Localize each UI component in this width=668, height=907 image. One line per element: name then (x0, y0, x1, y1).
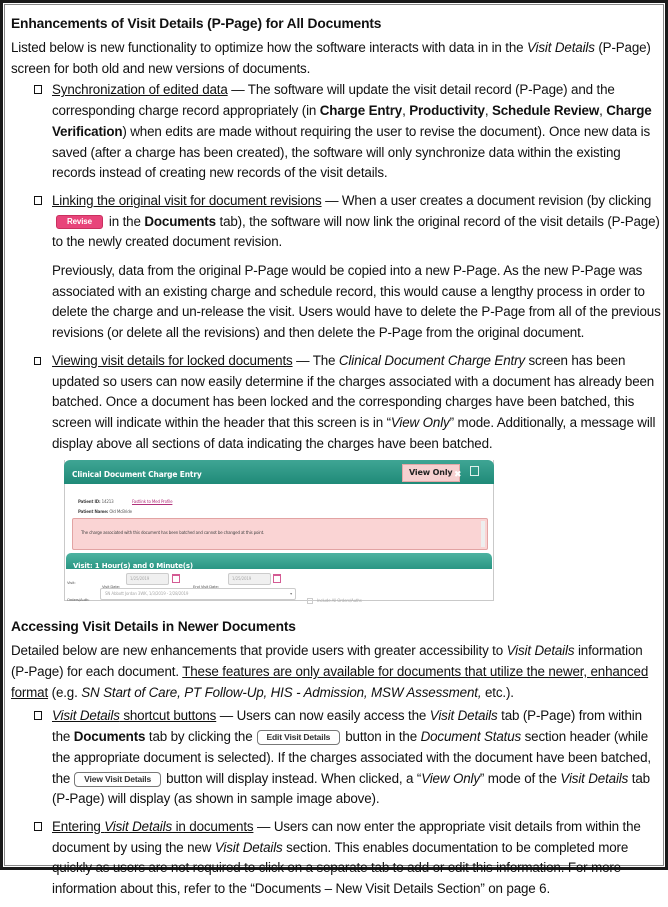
checkbox-bullet-icon (34, 85, 42, 94)
orders-select[interactable]: SN Abbott Jordan 3WK, 1/3/2019 - 2/28/2019 ▾ (100, 588, 296, 600)
sample-screenshot (64, 460, 500, 604)
checkbox-bullet-icon (34, 822, 42, 831)
visit-section-header (66, 553, 492, 569)
item-title: Entering Visit Details in documents (52, 818, 254, 834)
batched-alert (72, 518, 488, 550)
visit-date-label: Visit Date: (102, 584, 121, 590)
visit-duration-title: Visit: 1 Hour(s) and 0 Minute(s) (73, 562, 193, 571)
save-icon[interactable] (470, 466, 479, 476)
list-item-viewing-locked: Viewing visit details for locked documents — The Clinical Document Charge Entry screen has been updated so users can now easily determine if the charges associated with a document has already been batched. Once a document has been locked and the corresponding charges have been batched, this screen will indicate within the header that this screen is in “View Only” mode. Additionally, a message will display above all sections of data indicating the charges have been batched. (11, 351, 661, 455)
section-intro: Listed below is new functionality to optimize how the software interacts with data in in the Visit Details (P-Page) screen for both old and new versions of documents. (11, 40, 651, 76)
list-item-synchronization: Synchronization of edited data — The software will update the visit detail record (P-Page) and the corresponding charge record appropriately (in Charge Entry, Productivity, Schedule Review, Charge Verification) when edits are made without requiring the user to revise the document). Once new data is saved (after a charge has been created), the software will only synchronize data within the existing records instead of creating new records of the visit details. (11, 80, 661, 184)
close-icon[interactable]: ✖ (454, 470, 462, 481)
chevron-down-icon: ▾ (290, 591, 292, 597)
med-profile-link[interactable]: Fastlink to Med Profile (132, 499, 173, 505)
calendar-icon[interactable] (172, 574, 180, 583)
list-item-entering-visit-details: Entering Visit Details in documents — Users can now enter the appropriate visit details from within the document by using the new Visit Details section. This enables documentation to be completed more quickly as users are not required to click on a separate tab to add or edit this information. For more information about this, refer to the “Documents – New Visit Details Section” on page 6. (11, 817, 661, 900)
document-page (11, 14, 661, 907)
previously-paragraph: Previously, data from the original P-Page would be copied into a new P-Page. As the new P-Page was associated with an existing charge and schedule record, this would cause a lengthy process in order to delete the charge and un-release the visit. Users would have to delete the P-Page from all of the previous revisions (or delete all the revisions) and then delete the P-Page from the original document. (52, 263, 661, 341)
list-item-shortcut-buttons: Visit Details shortcut buttons — Users can now easily access the Visit Details tab (P-Page) from within the Documents tab by clicking the Edit Visit Details button in the Document Status section header (while the appropriate document is selected). If the charges associated with the document have been batched, the View Visit Details button will display instead. When clicked, a “View Only” mode of the Visit Details tab (P-Page) will display (as shown in sample image above). (11, 706, 661, 810)
visit-date-input[interactable]: 1/25/2019 (126, 573, 169, 585)
checkbox-icon[interactable] (307, 598, 313, 604)
visit-label: Visit: (67, 580, 76, 586)
item-title: Visit Details shortcut buttons (52, 708, 217, 724)
view-visit-details-button[interactable]: View Visit Details (74, 772, 161, 787)
checkbox-bullet-icon (34, 196, 42, 205)
patient-name: Patient Name: Old McBride (78, 509, 132, 515)
end-visit-date-input[interactable]: 1/25/2019 (228, 573, 271, 585)
view-only-badge: View Only (402, 464, 460, 482)
list-item-linking-revisions: Linking the original visit for document revisions — When a user creates a document revision (by clickingRevise in the Documents tab), the software will now link the original record of the visit details (P-Page) to the newly created document revision. (11, 191, 661, 253)
alert-scrollbar[interactable] (481, 521, 485, 547)
alert-message: The charge associated with this document has been batched and cannot be changed at this point. (81, 530, 265, 536)
checkbox-bullet-icon (34, 357, 41, 365)
item-title: Synchronization of edited data (52, 82, 228, 98)
section-heading-enhancements: Enhancements of Visit Details (P-Page) for All Documents (11, 16, 382, 31)
section-heading-accessing: Accessing Visit Details in Newer Documents (11, 619, 296, 635)
checkbox-bullet-icon (34, 711, 42, 720)
calendar-icon[interactable] (273, 574, 281, 583)
section-intro: Detailed below are new enhancements that provide users with greater accessibility to Visit Details information (P-Page) for each document. These features are only available for documents that utilize the newer, enhanced format (e.g. SN Start of Care, PT Follow-Up, HIS - Admission, MSW Assessment, etc.). (11, 643, 649, 700)
window-header (64, 460, 494, 484)
window-title: Clinical Document Charge Entry (72, 470, 202, 480)
item-title: Linking the original visit for document revisions (52, 192, 322, 208)
edit-visit-details-button[interactable]: Edit Visit Details (257, 730, 341, 745)
orders-label: Orders/Auth: (67, 597, 90, 603)
patient-id: Patient ID: 14213 (78, 499, 114, 505)
end-visit-date-label: End Visit Date: (193, 584, 219, 590)
item-title: Viewing visit details for locked documents (52, 352, 293, 368)
include-all-orders-checkbox[interactable]: Include All Orders/Auths (307, 591, 362, 612)
revise-button[interactable]: Revise (56, 215, 103, 229)
